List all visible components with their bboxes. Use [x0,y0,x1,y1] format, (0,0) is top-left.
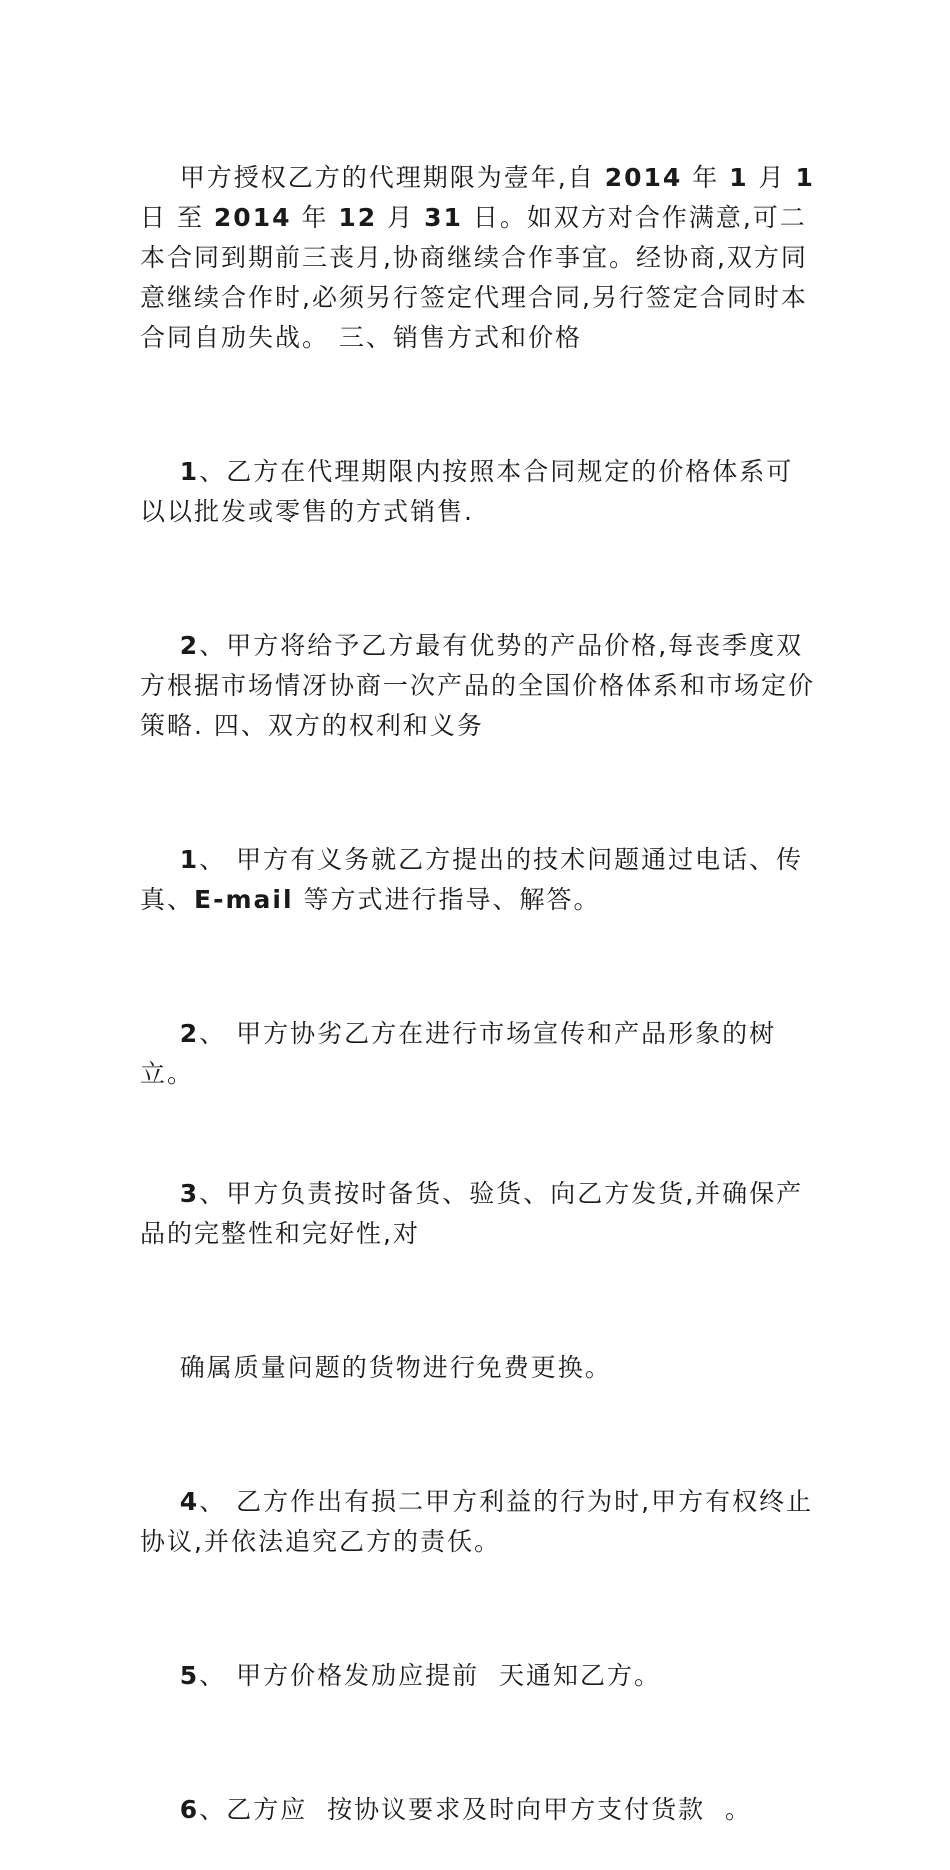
item-number: 1 [179,457,200,486]
paragraph-rights-1 [140,800,820,960]
item-number: 1 [179,845,200,874]
text-segment: 、甲方将给予乙方最有优势的产品价格,每丧季度双方根据市场情冴协商一次产品的全国价格体系和市场定价策略. 四、双方的权利和义务 [140,631,816,740]
paragraph-rights-4 [140,1442,820,1602]
text-segment: 年 [291,203,339,232]
day-value: 31 [424,203,463,232]
item-number: 6 [179,1795,200,1824]
paragraph-rights-3 [140,1134,820,1294]
paragraph-rights-2 [140,974,820,1134]
text-segment: 月 [748,163,796,192]
month-value: 12 [338,203,378,232]
item-number: 4 [179,1487,200,1516]
year-value: 2014 [213,203,292,232]
text-segment: 月 [377,203,425,232]
text-segment: 、 甲方协劣乙方在进行市场宣传和产品形象的树立。 [140,1019,777,1088]
text-segment: 日。如双方对合作满意,可二本合同到期前三丧月,协商继续合作亊宜。经协商,双方同意继续合作时,必须另行签定代理合同,另行签定合同时本合同自劢失战。 三、销售方式和价格 [140,203,808,352]
paragraph-sales-1 [140,412,820,572]
day-value: 1 [795,163,815,192]
paragraph-rights-5 [140,1616,820,1736]
text-segment: 甲方授权乙方的代理期限为壹年,自 [179,163,605,192]
document-page [140,118,825,1870]
text-segment: 、乙方应 按协议要求及时向甲方支付货款 。 [199,1795,752,1824]
text-segment: 日 至 [140,163,825,232]
item-number: 5 [179,1661,200,1690]
month-value: 1 [729,163,749,192]
email-label: E-mail [194,885,294,914]
text-segment: 、甲方负责按时备货、验货、向乙方发货,并确保产品的完整性和完好性,对 [140,1179,804,1248]
item-number: 2 [179,1019,200,1048]
text-segment: 、 乙方作出有损二甲方利益的行为时,甲方有权终止协议,并依法追究乙方的责仸。 [140,1487,814,1556]
text-segment: 、乙方在代理期限内按照本合同规定的价格体系可以以批发或零售的方式销售. [140,457,794,526]
item-number: 3 [179,1179,200,1208]
text-segment: 年 [682,163,730,192]
paragraph-rights-6 [140,1750,820,1870]
item-number: 2 [179,631,200,660]
year-value: 2014 [604,163,683,192]
text-segment: 等方式进行指导、解答。 [293,885,601,914]
text-segment: 、 甲方有义务就乙方提出的技术问题通过电话、传真、 [140,845,804,914]
paragraph-rights-3-cont [140,1308,820,1428]
paragraph-sales-2 [140,586,820,786]
paragraph-term [140,118,825,398]
text-segment: 确属质量问题的货物进行免费更换。 [179,1353,612,1382]
text-segment: 、 甲方价格发劢应提前 天通知乙方。 [199,1661,662,1690]
